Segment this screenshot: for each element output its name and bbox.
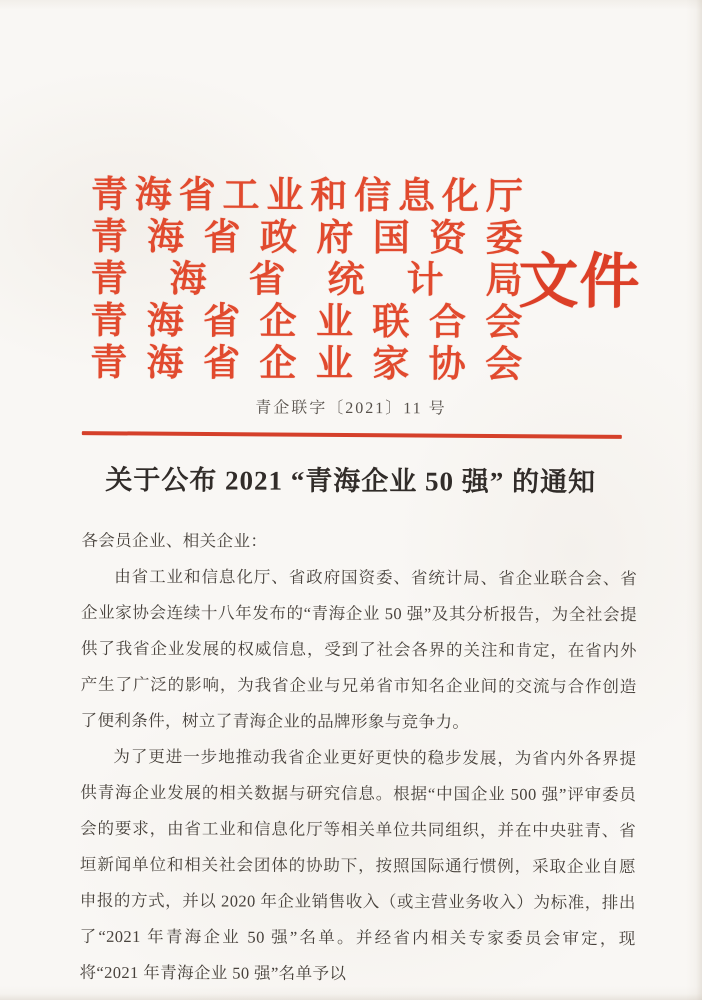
org-line-enterprise-confederation: 青海省企业联合会: [90, 300, 523, 344]
document-body: [79, 523, 637, 993]
org-line-statistics-bureau: 青海省统计局: [90, 258, 523, 302]
body-paragraph-1: 由省工业和信息化厅、省政府国资委、省统计局、省企业联合会、省企业家协会连续十八年发布的“青海企业 50 强”及其分析报告，为全社会提供了我省企业发展的权威信息，受到了社会各界的关注和肯定，在省内外产生了广泛的影响，为我省企业与兄弟省市知名企业间的交流与合作创造了便利条件，树立了青海企业的品牌形象与竞争力。: [80, 566, 638, 732]
letterhead: [0, 0, 702, 388]
org-line-sasac: 青海省政府国资委: [90, 216, 523, 260]
org-line-entrepreneurs-association: 青海省企业家协会: [90, 342, 523, 386]
document-reference-number: 青企联字〔2021〕11 号: [255, 399, 447, 418]
org-line-industry-it-dept: 青海省工业和信息化厅: [90, 174, 523, 218]
body-paragraph-2: 为了更进一步地推动我省企业更好更快的稳步发展，为省内外各界提供青海企业发展的相关数据与研究信息。根据“中国企业 500 强”评审委员会的要求，由省工业和信息化厅等相关单位共同组织，并在中央驻青、省垣新闻单位和相关社会团体的协助下，按照国际通行惯例，采取企业自愿申报的方式，并以 2020 年企业销售收入（或主营业务收入）为标准，排出了“2021 年青海企业 50 强”名单。并经省内相关专家委员会审定，现将“2021 年青海企业 50 强”名单予以: [79, 746, 637, 983]
header-divider-line: [82, 431, 622, 439]
doc-type-label: 文件: [518, 248, 641, 316]
salutation: 各会员企业、相关企业：: [81, 530, 268, 551]
document-title: 关于公布 2021 “青海企业 50 强” 的通知: [105, 464, 597, 498]
issuing-organizations: [90, 175, 523, 387]
